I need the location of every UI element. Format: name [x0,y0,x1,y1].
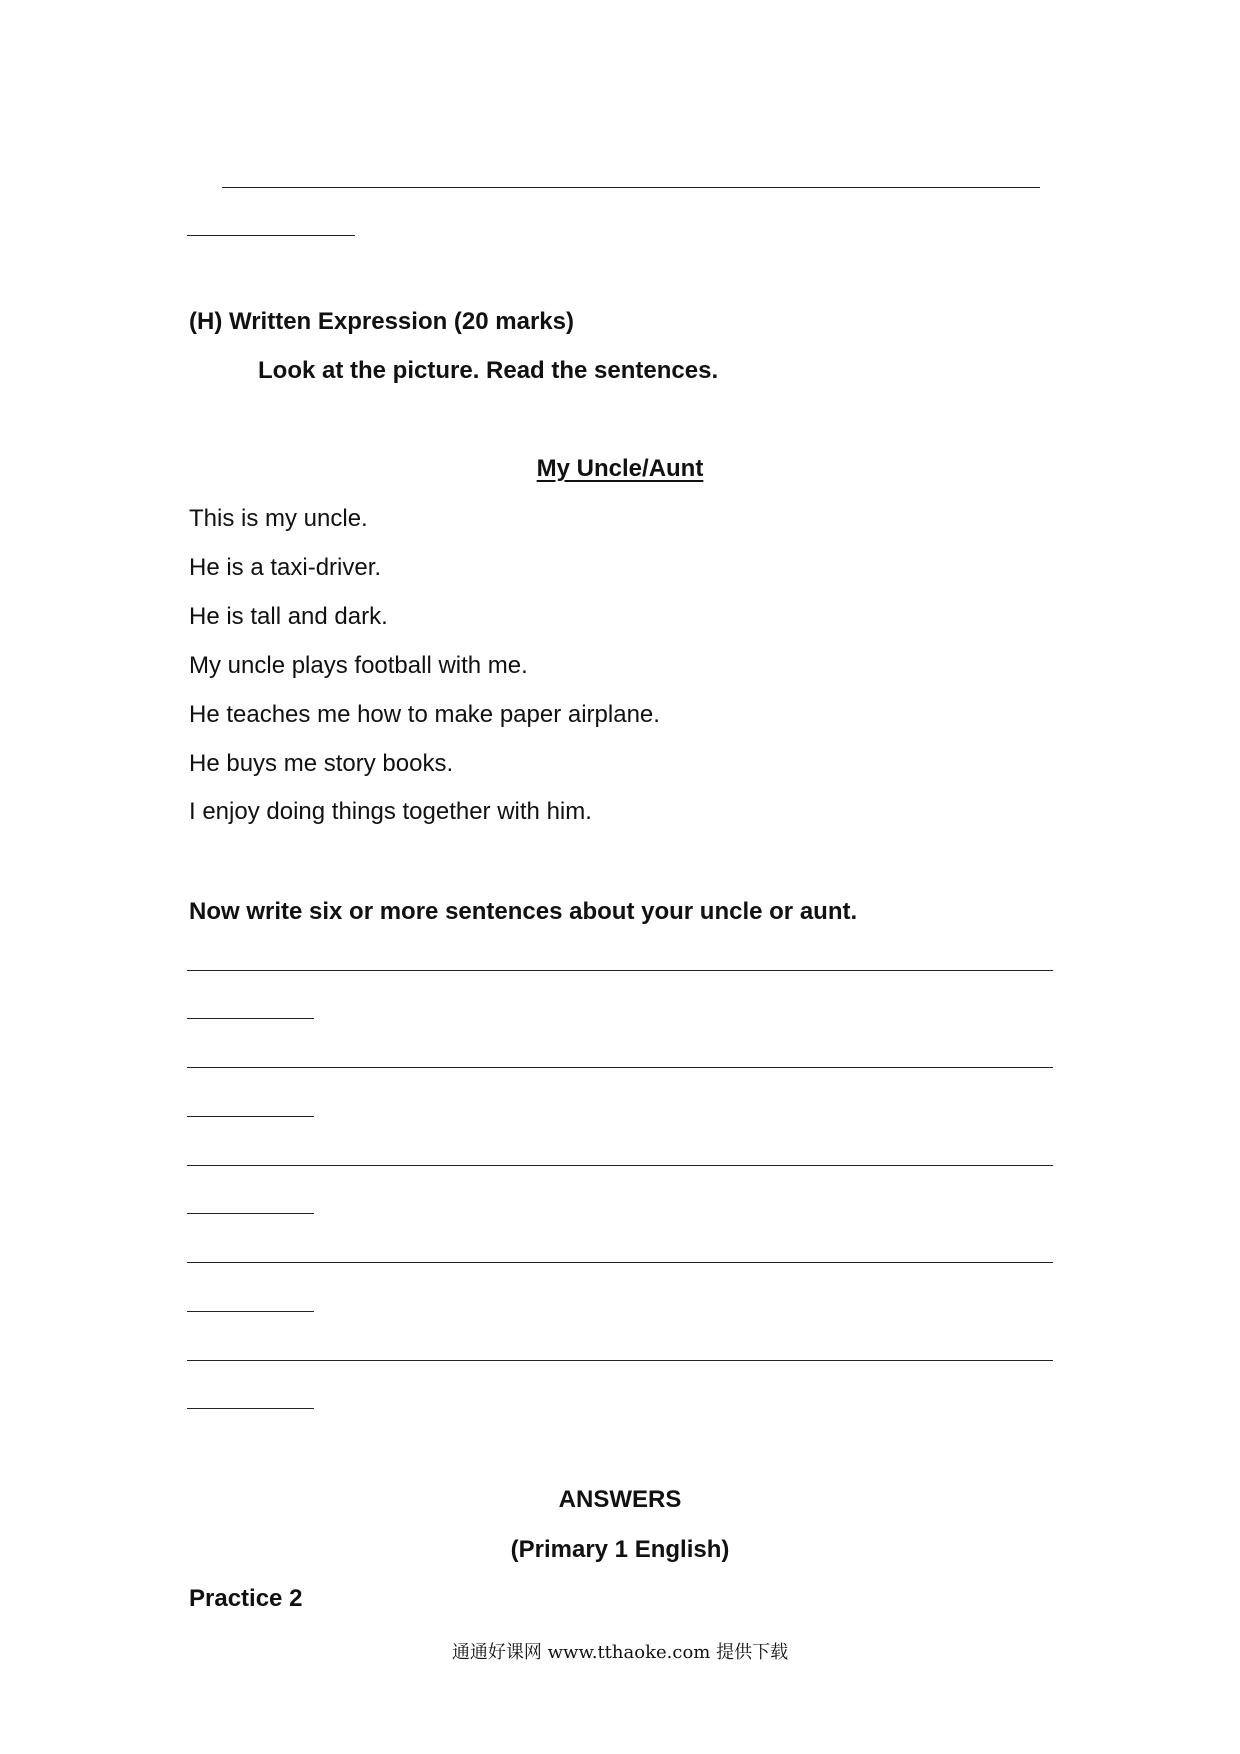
writing-line-long[interactable] [187,1360,1053,1361]
model-sentence: He teaches me how to make paper airplane. [189,701,660,728]
writing-line-short[interactable] [187,1311,314,1312]
writing-prompt: Now write six or more sentences about your uncle or aunt. [189,898,858,925]
model-sentence: This is my uncle. [189,505,368,532]
story-title-text: My Uncle/Aunt [536,455,704,482]
answers-subject: (Primary 1 English) [510,1536,730,1563]
writing-line-short[interactable] [187,1116,314,1117]
writing-line-short[interactable] [187,1213,314,1214]
writing-line-long[interactable] [187,970,1053,971]
answers-title: ANSWERS [558,1486,682,1513]
story-title [0,455,1240,483]
model-sentence: My uncle plays football with me. [189,652,528,679]
footer-text: 通通好课网 www.tthaoke.com 提供下载 [451,1642,789,1663]
section-heading: (H) Written Expression (20 marks) [189,308,574,335]
writing-line-long[interactable] [187,1165,1053,1166]
writing-line-short[interactable] [187,1018,314,1019]
writing-line-short[interactable] [187,1408,314,1409]
practice-label: Practice 2 [189,1585,303,1612]
answer-line-long[interactable] [222,187,1040,188]
model-sentence: I enjoy doing things together with him. [189,798,592,825]
writing-line-long[interactable] [187,1067,1053,1068]
writing-line-long[interactable] [187,1262,1053,1263]
model-sentence: He is tall and dark. [189,603,388,630]
answer-line-short[interactable] [187,235,355,236]
model-sentence: He buys me story books. [189,750,454,777]
model-sentence: He is a taxi-driver. [189,554,382,581]
instruction-text: Look at the picture. Read the sentences. [258,357,719,384]
